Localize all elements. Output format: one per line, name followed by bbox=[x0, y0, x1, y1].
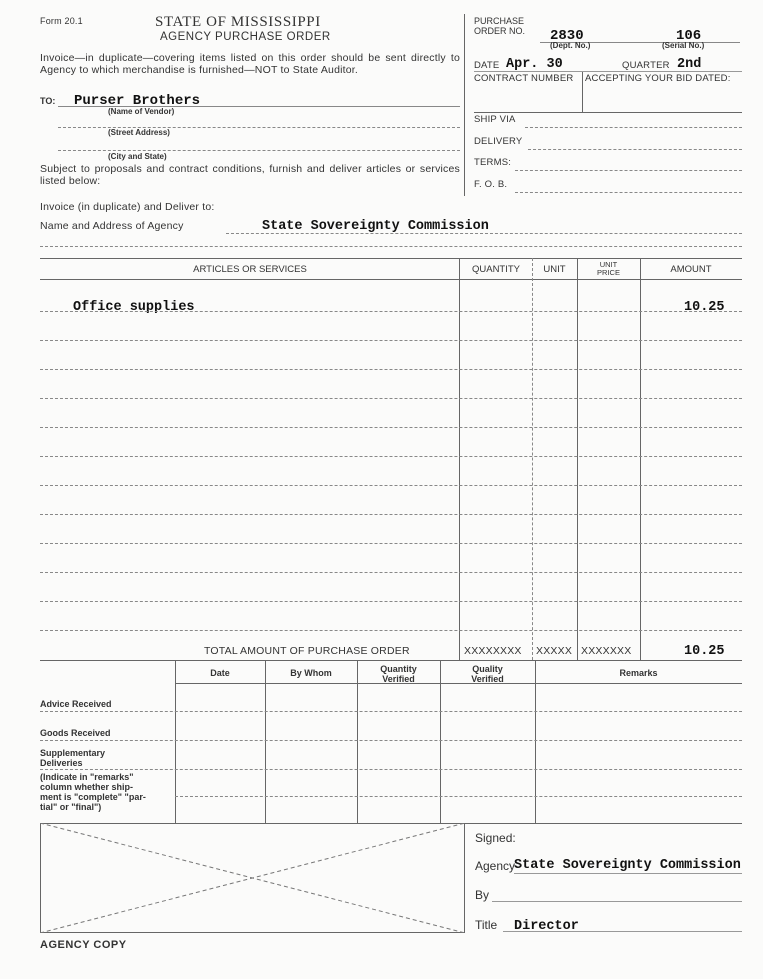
to-label: TO: bbox=[40, 96, 56, 106]
terms-label: TERMS: bbox=[474, 157, 512, 168]
subject-text: Subject to proposals and contract conditions, furnish and deliver articles or services listed below: bbox=[40, 163, 460, 187]
receipt-header-by-whom: By Whom bbox=[290, 668, 332, 678]
header-unit-price: UNIT PRICE bbox=[597, 260, 620, 277]
sign-agency-value: State Sovereignty Commission bbox=[514, 858, 741, 873]
title-value: Director bbox=[514, 919, 579, 934]
header-quantity: QUANTITY bbox=[471, 264, 521, 275]
agency-copy-label: AGENCY COPY bbox=[40, 939, 127, 951]
date-label: DATE bbox=[474, 60, 500, 71]
header-unit: UNIT bbox=[543, 264, 566, 275]
vendor-name: Purser Brothers bbox=[74, 93, 201, 109]
city-label: (City and State) bbox=[108, 152, 167, 161]
serial-number: 106 bbox=[676, 28, 702, 44]
row-supplementary-deliveries: Supplementary Deliveries bbox=[40, 748, 106, 768]
blank-cross-box bbox=[40, 823, 465, 933]
agency-address-label: Name and Address of Agency bbox=[40, 220, 184, 232]
serial-label: (Serial No.) bbox=[662, 41, 705, 50]
po-label: PURCHASE ORDER NO. bbox=[474, 16, 526, 36]
total-quantity: XXXXXXXX bbox=[464, 645, 522, 657]
title-label: Title bbox=[475, 918, 498, 932]
item-article: Office supplies bbox=[73, 300, 195, 315]
vendor-name-label: (Name of Vendor) bbox=[108, 107, 175, 116]
instructions: Invoice—in duplicate—covering items listed on this order should be sent directly to Agency to which merchandise is furnished—NOT to State Auditor. bbox=[40, 52, 460, 76]
row-goods-received: Goods Received bbox=[40, 728, 111, 738]
total-unit: XXXXX bbox=[536, 645, 573, 657]
item-amount: 10.25 bbox=[684, 300, 725, 315]
agency-address-value: State Sovereignty Commission bbox=[262, 219, 489, 234]
quarter-label: QUARTER bbox=[622, 60, 670, 71]
row-advice-received: Advice Received bbox=[40, 699, 112, 709]
delivery-label: DELIVERY bbox=[474, 136, 523, 147]
dept-label: (Dept. No.) bbox=[550, 41, 591, 50]
signed-label: Signed: bbox=[475, 831, 516, 845]
by-label: By bbox=[475, 888, 490, 902]
receipt-header-quantity-verified: Quantity Verified bbox=[380, 664, 417, 684]
accepting-label: ACCEPTING YOUR BID DATED: bbox=[585, 73, 731, 84]
header-amount: AMOUNT bbox=[670, 264, 712, 275]
header-articles: ARTICLES OR SERVICES bbox=[193, 264, 307, 275]
total-price: XXXXXXX bbox=[581, 645, 632, 657]
dept-number: 2830 bbox=[550, 28, 584, 44]
street-label: (Street Address) bbox=[108, 128, 170, 137]
receipt-header-remarks: Remarks bbox=[619, 668, 658, 678]
total-amount: 10.25 bbox=[684, 644, 725, 659]
form-title: AGENCY PURCHASE ORDER bbox=[160, 31, 331, 43]
row-shipment-note: (Indicate in "remarks" column whether ship- ment is "complete" "par- tial" or "final") bbox=[40, 772, 146, 812]
date-value: Apr. 30 bbox=[506, 57, 563, 72]
total-label: TOTAL AMOUNT OF PURCHASE ORDER bbox=[204, 645, 410, 657]
form-number: Form 20.1 bbox=[40, 16, 83, 26]
receipt-header-quality-verified: Quality Verified bbox=[471, 664, 504, 684]
sign-agency-label: Agency bbox=[475, 859, 516, 873]
contract-label: CONTRACT NUMBER bbox=[474, 73, 574, 84]
receipt-header-date: Date bbox=[210, 668, 230, 678]
quarter-value: 2nd bbox=[677, 57, 702, 72]
fob-label: F. O. B. bbox=[474, 179, 508, 190]
invoice-deliver-text: Invoice (in duplicate) and Deliver to: bbox=[40, 201, 215, 213]
ship-via-label: SHIP VIA bbox=[474, 114, 516, 125]
state-title: STATE OF MISSISSIPPI bbox=[155, 14, 321, 30]
